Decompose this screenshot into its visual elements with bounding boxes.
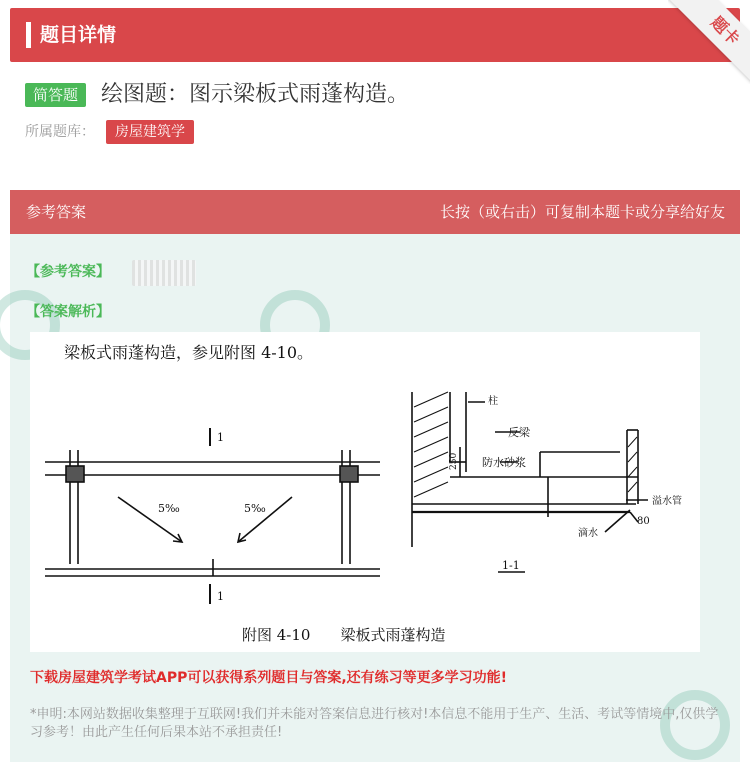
- plan-slope-right: 5‰: [244, 502, 266, 515]
- answer-panel-title: 参考答案: [26, 203, 87, 221]
- header-title: 题目详情: [40, 24, 117, 46]
- plan-slope-left: 5‰: [158, 502, 180, 515]
- ribbon-label: 题卡: [668, 0, 750, 84]
- question-text: 绘图题：图示梁板式雨蓬构造。: [101, 82, 410, 107]
- label-dim-80: 80: [637, 516, 650, 527]
- figure-intro: 梁板式雨蓬构造，参见附图 4-10。: [64, 343, 314, 362]
- reference-answer-label: 【参考答案】: [26, 264, 110, 280]
- share-hint: 长按（或右击）可复制本题卡或分享给好友: [439, 203, 725, 221]
- label-drip: 滴水: [578, 528, 598, 539]
- plan-view: [45, 428, 380, 604]
- canopy-construction-figure: [30, 332, 700, 652]
- label-column: 柱: [488, 396, 498, 407]
- disclaimer-text: *申明:本网站数据收集整理于互联网!我们并未能对答案信息进行核对!本信息不能用于生产、生活、考试等情境中,仅供学习参考！由此产生任何后果本站不承担责任!: [30, 707, 719, 740]
- section-hatching: [414, 392, 637, 497]
- page-header: [10, 8, 740, 62]
- answer-panel-header: [10, 190, 740, 234]
- section-title: 1-1: [502, 559, 520, 572]
- figure-drawing: [30, 332, 700, 652]
- header-accent-bar: [26, 22, 31, 48]
- answer-panel: [10, 190, 740, 762]
- label-dim-250: 250: [449, 452, 459, 470]
- figure-caption: 附图 4-10 梁板式雨蓬构造: [242, 626, 446, 644]
- app-download-promo[interactable]: 下载房屋建筑学考试APP可以获得系列题目与答案,还有练习等更多学习功能!: [30, 670, 508, 686]
- label-waterproof-mortar: 防水砂浆: [482, 456, 526, 469]
- answer-analysis-label: 【答案解析】: [26, 304, 110, 320]
- section-mark-bottom: 1: [217, 590, 224, 603]
- library-label: 所属题库：: [25, 124, 95, 140]
- library-tag[interactable]: 房屋建筑学: [106, 120, 194, 144]
- section-mark-top: 1: [217, 431, 224, 444]
- blurred-answer-image: [132, 260, 196, 286]
- label-overflow-pipe: 溢水管: [652, 496, 682, 507]
- label-inverted-beam: 反梁: [508, 426, 530, 439]
- question-type-tag: 简答题: [25, 83, 86, 107]
- question-card-ribbon: [668, 0, 750, 84]
